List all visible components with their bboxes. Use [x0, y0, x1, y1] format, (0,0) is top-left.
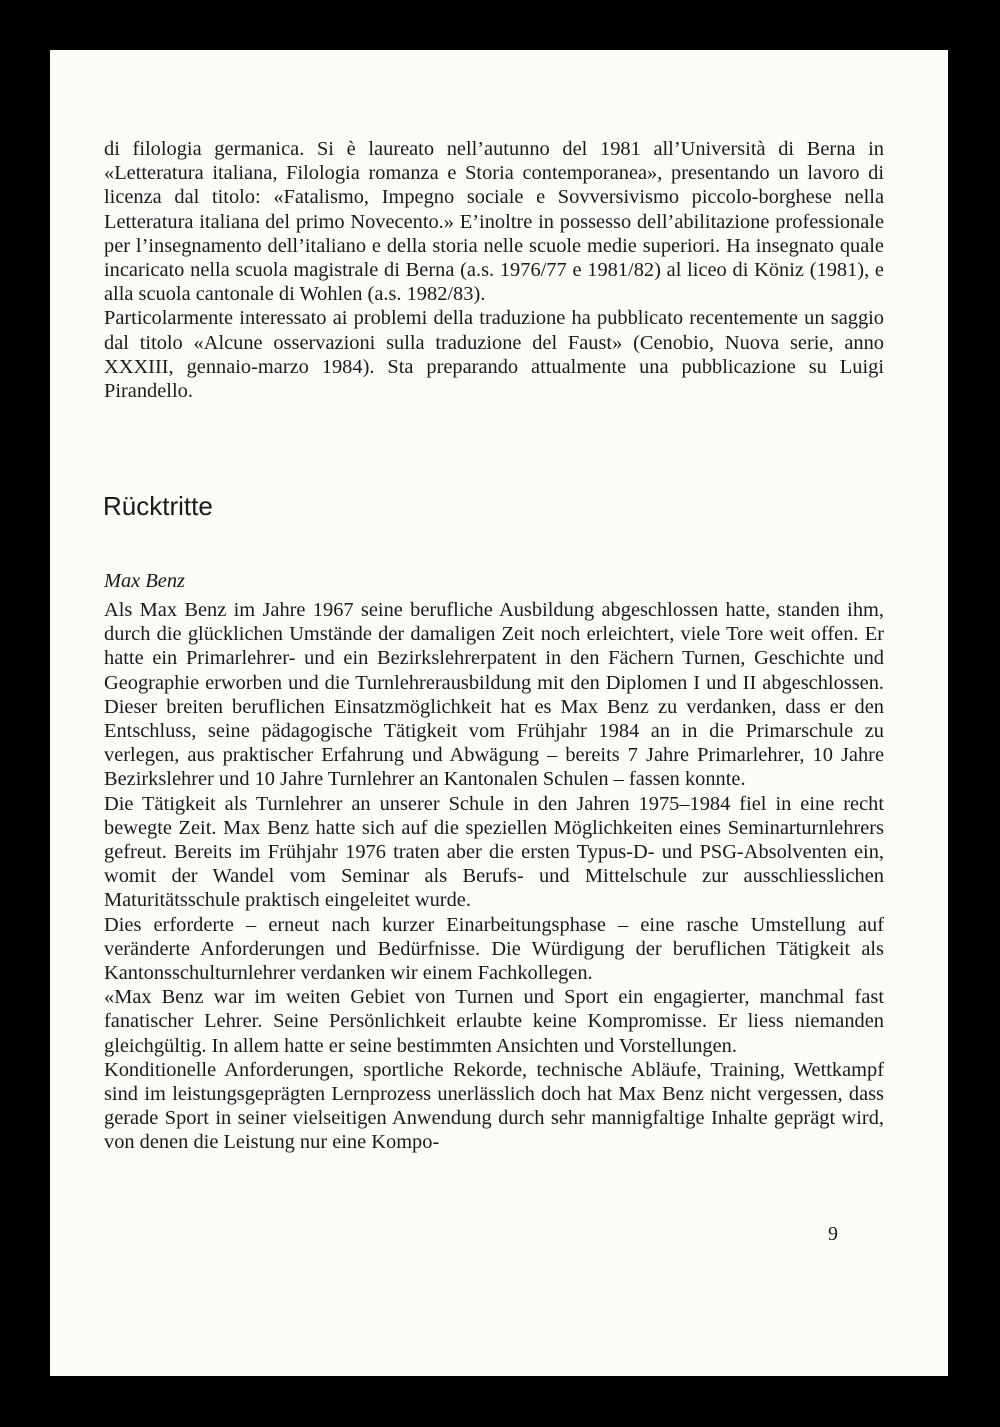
main-text-block — [104, 598, 884, 1155]
paragraph-text: di filologia germanica. Si è laureato nell’autunno del 1981 all’Università di Berna in «Letteratura italiana, Filologia romanza e Storia contemporanea», presentando un lavoro di licenza dal titolo: «Fatalismo, Impegno sociale e Sovversivismo piccolo-borghese nella Letteratura italiana del primo Novecento.» E’inoltre in possesso dell’abilitazione professionale per l’insegnamento dell’italiano e della storia nelle scuole medie superiori. Ha insegnato quale incaricato nella scuola magistrale di Berna (a.s. 1976/77 e 1981/82) al liceo di Köniz (1981), e alla scuola cantonale di Wohlen (a.s. 1982/83). — [104, 138, 884, 306]
paragraph-text: Konditionelle Anforderungen, sportliche Rekorde, technische Abläufe, Training, Wettkampf sind im leistungsgeprägten Lernprozess unerlässlich doch hat Max Benz nicht vergessen, dass gerade Sport in seiner vielseitigen Anwendung durch sehr mannigfaltige Inhalte geprägt wird, von denen die Leistung nur eine Kompo- — [104, 1058, 884, 1154]
section-heading: Rücktritte — [103, 491, 213, 521]
subsection-heading: Max Benz — [104, 570, 185, 592]
intro-text-block — [104, 137, 884, 403]
document-page — [50, 50, 948, 1376]
page-number: 9 — [828, 1223, 838, 1245]
paragraph-text: Als Max Benz im Jahre 1967 seine berufliche Ausbildung abgeschlossen hatte, standen ihm, durch die glücklichen Umstände der damaligen Zeit noch erleichtert, viele Tore weit offen. Er hatte ein Primarlehrer- und ein Bezirkslehrerpatent in den Fächern Turnen, Geschichte und Geographie erworben und die Turnlehrerausbildung mit den Diplomen I und II abgeschlossen. Dieser breiten beruflichen Einsatzmöglichkeit hat es Max Benz zu verdanken, dass er den Entschluss, seine pädagogische Tätigkeit vom Frühjahr 1984 an in die Primarschule zu verlegen, aus praktischer Erfahrung und Abwägung – bereits 7 Jahre Primarlehrer, 10 Jahre Bezirkslehrer und 10 Jahre Turnlehrer an Kantonalen Schulen – fassen konnte. — [104, 599, 884, 791]
paragraph-text: Dies erforderte – erneut nach kurzer Einarbeitungsphase – eine rasche Umstellung auf veränderte Anforderungen und Bedürfnisse. Die Würdigung der beruflichen Tätigkeit als Kantonsschulturnlehrer verdanken wir einem Fachkollegen. — [104, 913, 884, 985]
paragraph-text: «Max Benz war im weiten Gebiet von Turnen und Sport ein engagierter, manchmal fast fanatischer Lehrer. Seine Persönlichkeit erlaubte keine Kompromisse. Er liess niemanden gleichgültig. In allem hatte er seine bestimmten Ansichten und Vorstellungen. — [104, 986, 884, 1057]
paragraph-text: Die Tätigkeit als Turnlehrer an unserer Schule in den Jahren 1975–1984 fiel in eine recht bewegte Zeit. Max Benz hatte sich auf die speziellen Möglichkeiten eines Seminarturnlehrers gefreut. Bereits im Frühjahr 1976 traten aber die ersten Typus-D- und PSG-Absolventen ein, womit der Wandel vom Seminar als Berufs- und Mittelschule zur ausschliesslichen Maturitätsschule praktisch eingeleitet wurde. — [104, 792, 884, 912]
paragraph-text: Particolarmente interessato ai problemi della traduzione ha pubblicato recentemente un saggio dal titolo «Alcune osservazioni sulla traduzione del Faust» (Cenobio, Nuova serie, anno XXXIII, gennaio-marzo 1984). Sta preparando attualmente una pubblicazione su Luigi Pirandello. — [104, 307, 884, 403]
